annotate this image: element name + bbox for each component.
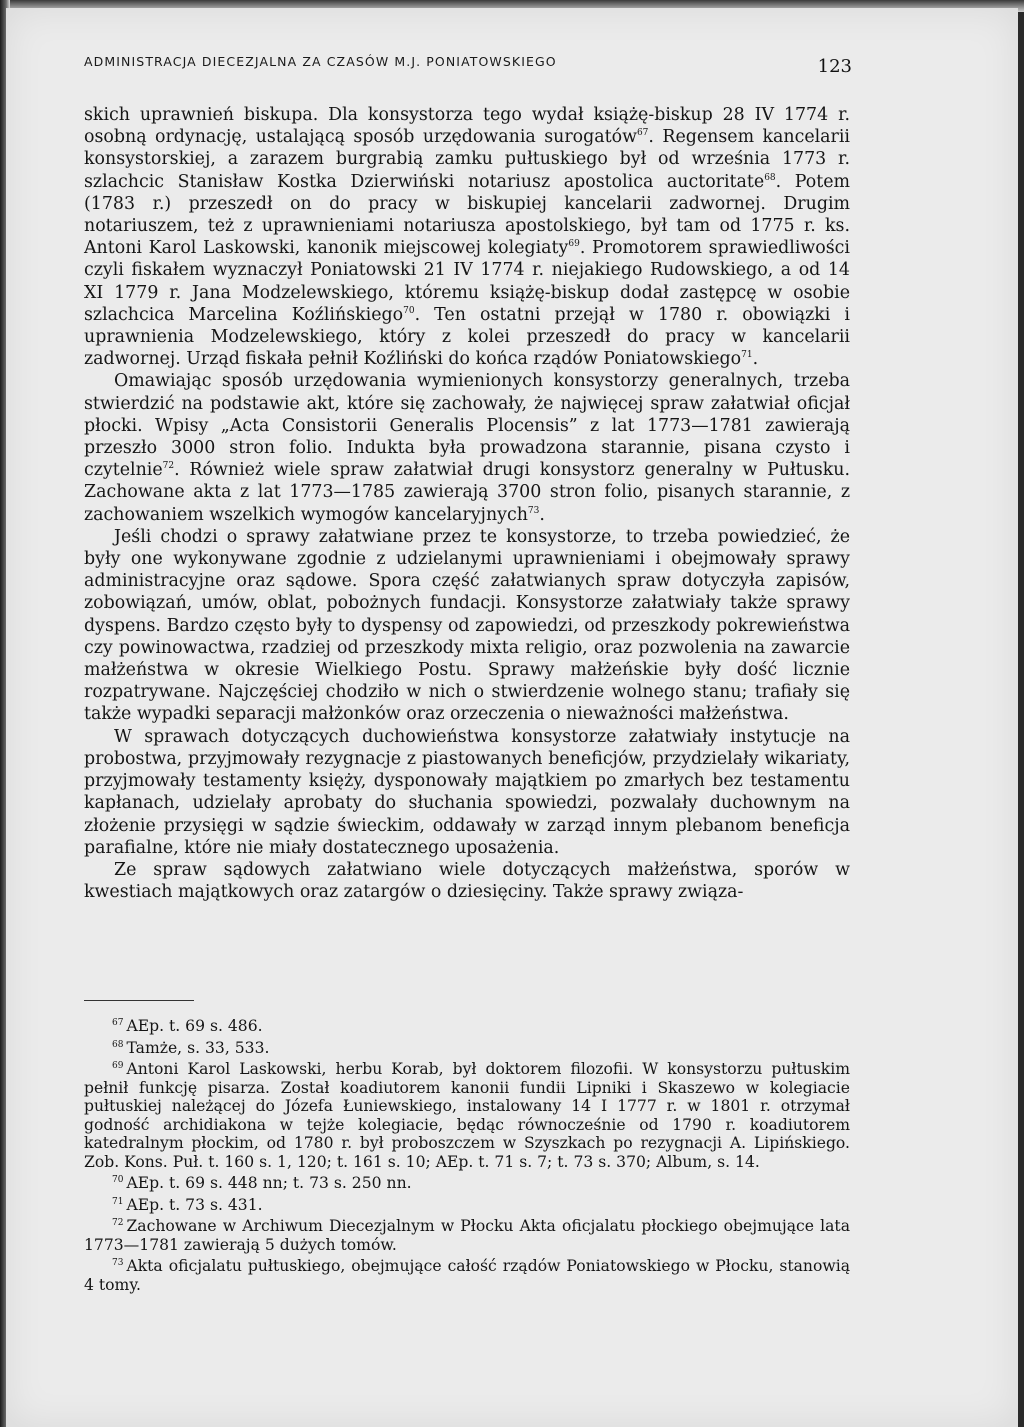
text-run: Ze spraw sądowych załatwiano wiele dotyczących małżeństwa, sporów w kwestiach majątkowych oraz zatargów o dziesięciny. Także sprawy związa- [84,859,850,903]
footnote-text: AEp. t. 73 s. 431. [126,1195,263,1214]
footnote-text: Zachowane w Archiwum Diecezjalnym w Płocku Akta oficjalatu płockiego obejmujące lata 1773—1781 zawierają 5 dużych tomów. [84,1217,850,1254]
footnote-ref: 69 [568,239,580,250]
footnote-separator [84,1000,194,1001]
footnote-ref: 71 [741,350,753,361]
text-run: . Ten ostatni przejął w 1780 r. obowiązki i uprawnienia Modzelewskiego, który z kolei przeszedł do pracy w kancelarii zadwornej. Urząd fiskała pełnił Koźliński do końca rządów Poniatowskiego [84,304,850,370]
paragraph-3 [84,526,850,726]
footnote-number: 72 [112,1218,124,1228]
text-run: . [752,349,759,370]
paragraph-1 [84,104,850,370]
footnote-ref: 70 [403,305,415,316]
footnote-number: 69 [112,1061,124,1071]
footnote [84,1057,850,1171]
paragraph-4 [84,726,850,859]
body-text [84,104,850,903]
running-title: ADMINISTRACJA DIECEZJALNA ZA CZASÓW M.J. PONIATOWSKIEGO [84,54,557,69]
footnote-text: AEp. t. 69 s. 486. [126,1017,263,1035]
text-run: . Promotorem sprawiedliwości czyli fiskałem wyznaczył Poniatowski 21 IV 1774 r. niejakiego Rudowskiego, a od 14 XI 1779 r. Jana Modzelewskiego, któremu książę-biskup dodał zastępcę w osobie szlachcica Marcelina Koźlińskiego [84,238,850,325]
paragraph-2 [84,370,850,525]
footnote-ref: 68 [764,172,776,183]
footnote-ref: 72 [162,461,175,472]
text-run: W sprawach dotyczących duchowieństwa konsystorze załatwiały instytucje na probostwa, przyjmowały rezygnacje z piastowanych beneficjów, przydzielały wikariaty, przyjmowały testamenty księży, dysponowały majątkiem po zmarłych bez testamentu kapłanach, udzielały aprobaty do słuchania spowiedzi, pozwalały duchownym na złożenie przysięgi w sądzie świeckim, oddawały w zarząd innym plebanom beneficja parafialne, które nie miały dostatecznego uposażenia. [84,726,850,858]
text-run: Omawiając sposób urzędowania wymienionych konsystorzy generalnych, trzeba stwierdzić na podstawie akt, które się zachowały, że najwięcej spraw załatwiał oficjał płocki. Wpisy „Acta Consistorii Generalis Plocensis” z lat 1773—1781 zawierają przeszło 3000 stron folio. Indukta była prowadzona starannie, pisana czysto i czytelnie [84,371,850,481]
text-run: skich uprawnień biskupa. Dla konsystorza tego wydał książę-biskup 28 IV 1774 r. osobną ordynację, ustalającą sposób urzędowania surogatów [84,105,850,148]
footnote-text: Antoni Karol Laskowski, herbu Korab, był doktorem filozofii. W konsystorzu pułtuskim pełnił funkcję pisarza. Został koadiutorem kanonii fundii Lipniki i Skaszewo w kolegiacie pułtuskiej należącej do Józefa Łuniewskiego, instalowany 14 I 1777 r. w 1801 r. otrzymał godność archidiakona w tejże kolegiacie, będąc równocześnie od 1790 r. koadiutorem katedralnym płockim, od 1780 r. był proboszczem w Szyszkach po rezygnacji A. Lipińskiego. Zob. Kons. Puł. t. 160 s. 1, 120; t. 161 s. 10; AEp. t. 71 s. 7; t. 73 s. 370; Album, s. 14. [84,1060,850,1171]
text-run: . Również wiele spraw załatwiał drugi konsystorz generalny w Pułtusku. Zachowane akta z lat 1773—1785 zawierają 3700 stron folio, pisanych starannie, z zachowaniem wszelkich wymogów kancelaryjnych [84,460,850,525]
footnote-ref: 67 [636,128,649,139]
footnote-number: 70 [112,1175,124,1185]
footnote [84,1193,850,1215]
footnote-text: Akta oficjalatu pułtuskiego, obejmujące całość rządów Poniatowskiego w Płocku, stanowią 4 tomy. [84,1257,850,1294]
footnote-number: 68 [112,1039,124,1050]
footnote [84,1036,850,1058]
footnote [84,1014,850,1036]
footnote [84,1171,850,1193]
text-run: . [539,504,545,525]
footnote-ref: 73 [527,505,540,516]
text-run: . Regensem kancelarii konsystorskiej, a zarazem burgrabią zamku pułtuskiego był od września 1773 r. szlachcic Stanisław Kostka Dzierwiński notariusz apostolica auctoritate [84,127,850,192]
text-run: Jeśli chodzi o sprawy załatwiane przez te konsystorze, to trzeba powiedzieć, że były one wykonywane zgodnie z udzielanymi uprawnieniami i obejmowały sprawy administracyjne oraz sądowe. Spora część załatwianych spraw dotyczyła zapisów, zobowiązań, umów, oblat, pobożnych fundacji. Konsystorze załatwiały także sprawy dyspens. Bardzo często były to dyspensy od zapowiedzi, od przeszkody pokrewieństwa czy powinowactwa, rzadziej od przeszkody mixta religio, oraz pozwolenia na zawarcie małżeństwa w okresie Wielkiego Postu. Sprawy małżeńskie były dość licznie rozpatrywane. Najczęściej chodziło w nich o stwierdzenie wolnego stanu; trafiały się także wypadki separacji małżonków oraz orzeczenia o nieważności małżeństwa. [84,526,850,725]
text-run: . Potem (1783 r.) przeszedł on do pracy w biskupiej kancelarii zadwornej. Drugim notariuszem, też z uprawnieniami notariusza apostolskiego, był tam od 1775 r. ks. Antoni Karol Laskowski, kanonik miejscowej kolegiaty [84,171,850,259]
footnote [84,1254,850,1294]
page-number: 123 [817,56,852,77]
footnote-text: Tamże, s. 33, 533. [126,1038,270,1057]
footnote-number: 67 [112,1018,124,1028]
footnote-number: 71 [112,1196,124,1207]
footnote-number: 73 [112,1258,124,1268]
footnote [84,1214,850,1254]
paragraph-5 [84,859,850,903]
footnote-text: AEp. t. 69 s. 448 nn; t. 73 s. 250 nn. [126,1174,412,1192]
footnotes [84,1014,850,1294]
